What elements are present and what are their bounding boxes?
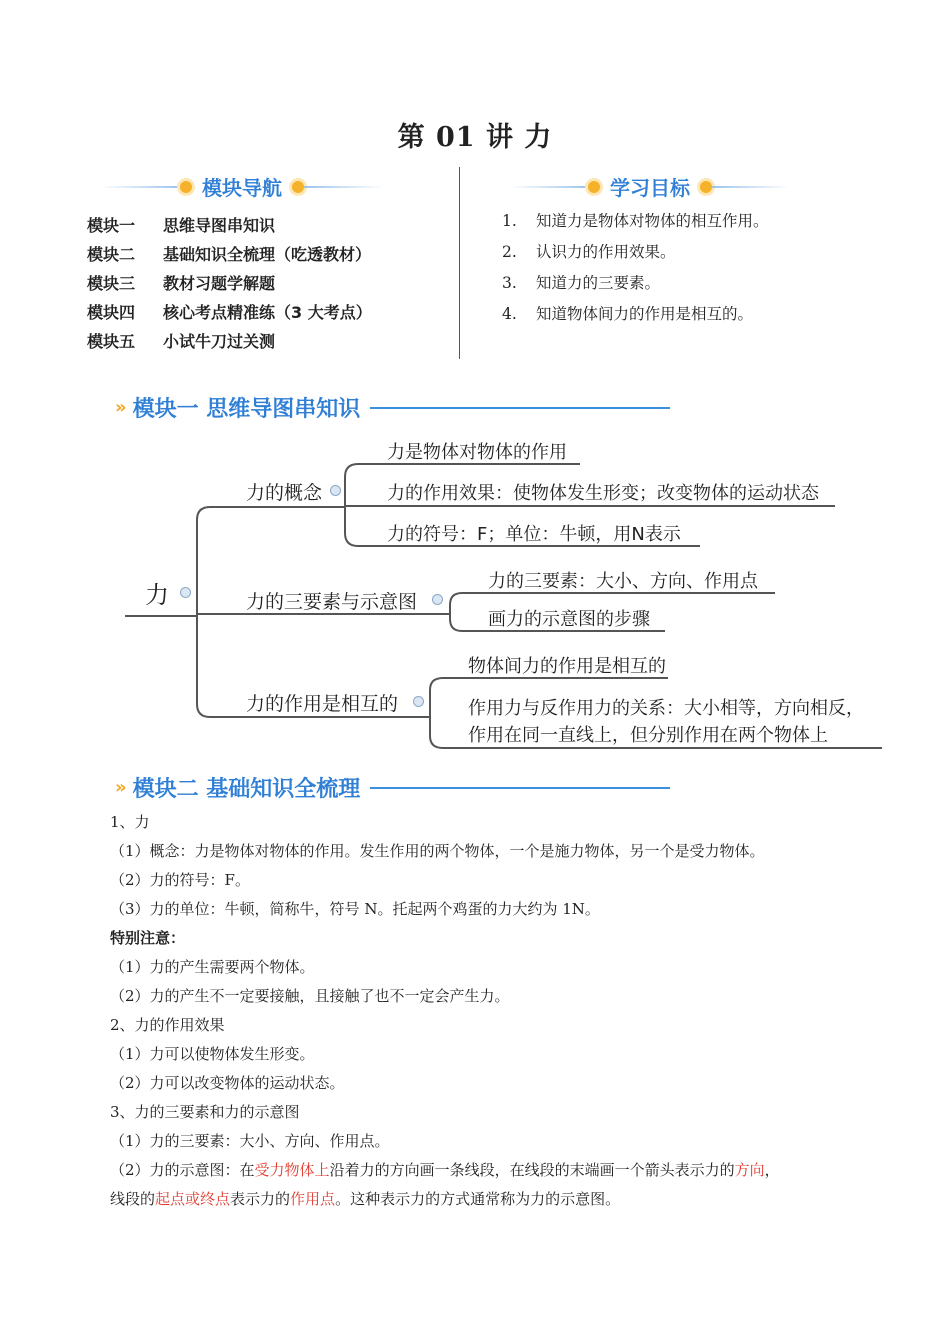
nav-item[interactable]: 模块一 思维导图串知识 <box>87 216 276 235</box>
collapse-icon[interactable] <box>180 587 191 598</box>
paragraph: （3）力的单位：牛顿，简称牛，符号 N。托起两个鸡蛋的力大约为 1N。 <box>110 900 600 918</box>
diamond-arrows-icon: » <box>115 397 127 418</box>
module2-header <box>115 772 670 803</box>
section-heading: 2、力的作用效果 <box>110 1016 225 1034</box>
nav-item[interactable]: 模块五 小试牛刀过关测 <box>87 332 276 351</box>
paragraph: （1）力可以使物体发生形变。 <box>110 1045 315 1063</box>
nav-item[interactable]: 模块三 教材习题学解题 <box>87 274 276 293</box>
paragraph: （2）力可以改变物体的运动状态。 <box>110 1074 345 1092</box>
mindmap-leaf: 作用在同一直线上，但分别作用在两个物体上 <box>468 725 828 746</box>
mindmap-leaf: 力的三要素：大小、方向、作用点 <box>488 571 758 592</box>
highlight: 起点或终点 <box>155 1190 231 1208</box>
mindmap-leaf: 物体间力的作用是相互的 <box>468 656 666 677</box>
nav-item[interactable]: 模块二 基础知识全梳理（吃透教材） <box>87 245 372 264</box>
mindmap-branch: 力的作用是相互的 <box>246 693 399 715</box>
module2-body <box>110 808 870 1214</box>
note-heading: 特别注意： <box>110 929 186 947</box>
collapse-icon[interactable] <box>432 594 443 605</box>
mindmap-leaf: 力的作用效果：使物体发生形变；改变物体的运动状态 <box>387 483 819 504</box>
paragraph: （2）力的符号：F。 <box>110 871 250 889</box>
mindmap-branch: 力的三要素与示意图 <box>246 591 418 613</box>
mindmap-leaf: 作用力与反作用力的关系：大小相等，方向相反， <box>468 698 864 719</box>
highlight: 作用点 <box>290 1190 336 1208</box>
collapse-icon[interactable] <box>330 485 341 496</box>
module-nav-heading: 模块导航 <box>202 176 282 200</box>
learning-goals-heading: 学习目标 <box>610 176 690 200</box>
goal-item: 1. 知道力是物体对物体的相互作用。 <box>502 212 769 230</box>
paragraph: （1）力的产生需要两个物体。 <box>110 958 315 976</box>
paragraph: 线段的起点或终点表示力的作用点。这种表示力的方式通常称为力的示意图。 <box>110 1190 621 1208</box>
paragraph: （1）力的三要素：大小、方向、作用点。 <box>110 1132 390 1150</box>
goal-item: 4. 知道物体间力的作用是相互的。 <box>502 305 754 323</box>
goal-item: 2. 认识力的作用效果。 <box>502 243 676 261</box>
diamond-arrows-icon: » <box>115 777 127 798</box>
section-heading: 1、力 <box>110 813 150 831</box>
mindmap-leaf: 画力的示意图的步骤 <box>488 609 650 630</box>
nav-item[interactable]: 模块四 核心考点精准练（3 大考点） <box>87 303 372 322</box>
module2-title: 模块二 基础知识全梳理 <box>132 777 361 802</box>
goal-item: 3. 知道力的三要素。 <box>502 274 661 292</box>
header-underline <box>370 787 670 789</box>
paragraph: （2）力的产生不一定要接触，且接触了也不一定会产生力。 <box>110 987 510 1005</box>
section-heading: 3、力的三要素和力的示意图 <box>110 1103 300 1121</box>
highlight: 方向 <box>734 1161 765 1179</box>
mindmap-leaf: 力是物体对物体的作用 <box>387 442 567 463</box>
highlight: 受力物体上 <box>254 1161 330 1179</box>
page-title: 第 01 讲 力 <box>397 122 553 153</box>
mindmap-leaf: 力的符号：F；单位：牛顿，用N表示 <box>387 524 681 545</box>
collapse-icon[interactable] <box>413 696 424 707</box>
mindmap-root: 力 <box>145 581 169 609</box>
mindmap-branch: 力的概念 <box>246 482 323 504</box>
paragraph: （1）概念：力是物体对物体的作用。发生作用的两个物体，一个是施力物体，另一个是受力物体。 <box>110 842 765 860</box>
module1-title: 模块一 思维导图串知识 <box>132 397 361 422</box>
paragraph: （2）力的示意图：在受力物体上沿着力的方向画一条线段，在线段的末端画一个箭头表示力的方向， <box>110 1161 780 1179</box>
